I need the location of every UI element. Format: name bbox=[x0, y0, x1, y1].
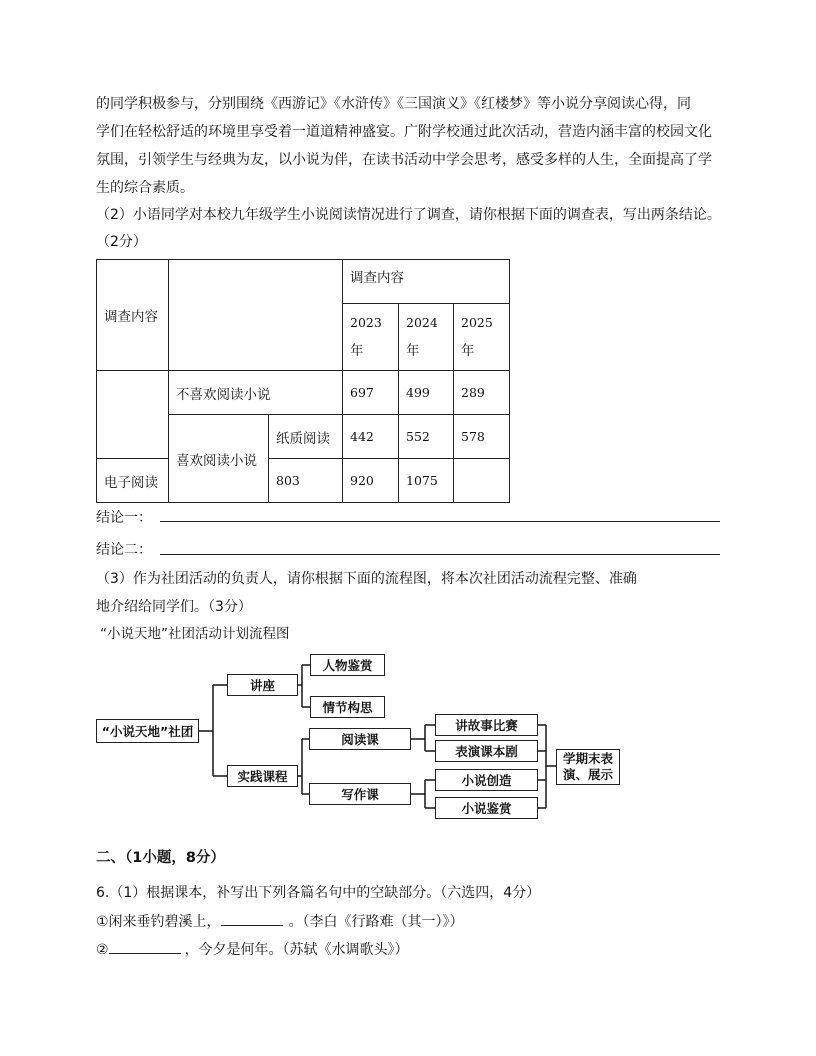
question-3-prompt: （3）作为社团活动的负责人，请你根据下面的流程图，将本次社团活动流程完整、准确 bbox=[96, 571, 637, 587]
year-2024-cell: 2024 年 bbox=[399, 304, 454, 371]
conclusion-2-blank[interactable] bbox=[160, 554, 720, 555]
flow-final-line-1: 学期末表 bbox=[562, 751, 613, 766]
cell-paper-2025: 578 bbox=[454, 415, 510, 459]
flowchart-title: “小说天地”社团活动计划流程图 bbox=[100, 626, 290, 642]
flow-drama: 表演课本剧 bbox=[435, 740, 538, 762]
paragraph-line-4: 生的综合素质。 bbox=[96, 180, 194, 196]
paragraph-line-1: 的同学积极参与，分别围绕《西游记》《水浒传》《三国演义》《红楼梦》等小说分享阅读心得，同 bbox=[96, 96, 691, 112]
table-header-top: 调查内容 bbox=[343, 260, 510, 304]
question-3-score: 地介绍给同学们。（3分） bbox=[96, 599, 252, 615]
flow-practice: 实践课程 bbox=[227, 765, 298, 787]
row-paper-label: 纸质阅读 bbox=[269, 415, 343, 459]
item-1-blank[interactable] bbox=[221, 911, 283, 926]
cell-paper-2023: 442 bbox=[343, 415, 399, 459]
flow-final-show bbox=[556, 749, 620, 785]
cell-dislike-2023: 697 bbox=[343, 371, 399, 415]
flow-root-club: “小说天地”社团 bbox=[96, 719, 199, 743]
cell-electronic-1: 803 bbox=[269, 459, 343, 503]
flow-lecture: 讲座 bbox=[227, 674, 298, 696]
year-2025-cell: 2025 年 bbox=[454, 304, 510, 371]
row-dislike-label: 不喜欢阅读小说 bbox=[169, 371, 343, 415]
survey-table bbox=[96, 259, 510, 503]
question-2-score: （2分） bbox=[96, 234, 147, 250]
flow-reading: 阅读课 bbox=[309, 728, 411, 750]
cell-electronic-3: 1075 bbox=[399, 459, 454, 503]
question-2-prompt: （2）小语同学对本校九年级学生小说阅读情况进行了调查，请你根据下面的调查表，写出两条结论。 bbox=[96, 207, 721, 223]
conclusion-1-label: 结论一： bbox=[96, 510, 152, 526]
table-left-spacer bbox=[97, 371, 169, 459]
flow-storytelling: 讲故事比赛 bbox=[435, 714, 538, 736]
cell-dislike-2025: 289 bbox=[454, 371, 510, 415]
flow-character: 人物鉴赏 bbox=[310, 654, 385, 676]
flow-appreciation: 小说鉴赏 bbox=[435, 797, 538, 819]
cell-electronic-4 bbox=[454, 459, 510, 503]
item-1-after: 。（李白《行路难（其一）》） bbox=[288, 914, 464, 930]
like-reading-label: 喜欢阅读小说 bbox=[169, 415, 269, 503]
flow-writing: 写作课 bbox=[309, 783, 411, 805]
item-2-blank[interactable] bbox=[109, 939, 181, 954]
item-2-after: ，今夕是何年。（苏轼《水调歌头》） bbox=[184, 942, 409, 958]
question-6-item-2 bbox=[96, 939, 409, 960]
question-6-intro: 6.（1）根据课本，补写出下列各篇名句中的空缺部分。（六选四，4分） bbox=[96, 885, 541, 901]
flow-final-line-2: 演、展示 bbox=[562, 767, 613, 782]
item-1-before: ①闲来垂钓碧溪上， bbox=[96, 914, 221, 930]
table-empty-header bbox=[169, 260, 343, 371]
row-electronic-label: 电子阅读 bbox=[97, 459, 169, 503]
table-header-left: 调查内容 bbox=[97, 260, 169, 371]
flow-creation: 小说创造 bbox=[435, 769, 538, 791]
cell-dislike-2024: 499 bbox=[399, 371, 454, 415]
cell-paper-2024: 552 bbox=[399, 415, 454, 459]
paragraph-line-3: 氛围，引领学生与经典为友，以小说为伴，在读书活动中学会思考，感受多样的人生，全面提高了学 bbox=[96, 152, 712, 168]
flow-plot: 情节构思 bbox=[310, 696, 385, 718]
conclusion-1-blank[interactable] bbox=[160, 521, 720, 522]
section-2-heading: 二、（1小题，8分） bbox=[96, 850, 225, 866]
item-2-before: ② bbox=[96, 942, 109, 958]
year-2023-cell: 2023 年 bbox=[343, 304, 399, 371]
conclusion-2-label: 结论二： bbox=[96, 542, 152, 558]
question-6-item-1 bbox=[96, 911, 464, 932]
paragraph-line-2: 学们在轻松舒适的环境里享受着一道道精神盛宴。广附学校通过此次活动，营造内涵丰富的校园文化 bbox=[96, 124, 712, 140]
cell-electronic-2: 920 bbox=[343, 459, 399, 503]
